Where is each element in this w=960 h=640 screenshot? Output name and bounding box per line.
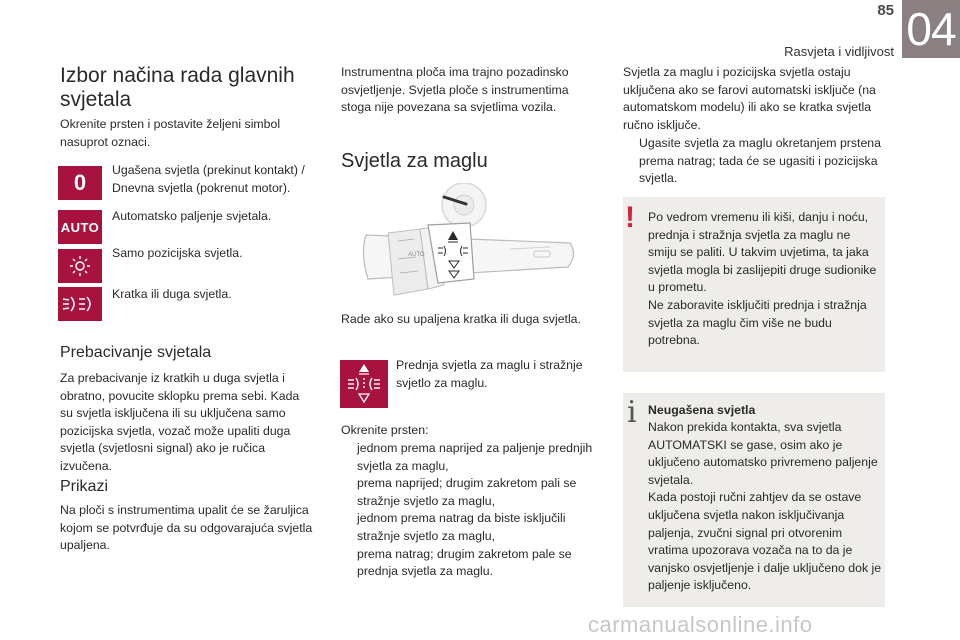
main-heading: Izbor načina rada glavnih svjetala	[60, 64, 295, 111]
fog-off-list	[623, 135, 885, 188]
list-item-text: jednom prema naprijed za paljenje prednjih svjetla za maglu,	[357, 441, 593, 473]
fog-icon-label: Prednja svjetla za maglu i stražnje svjetlo za maglu.	[396, 358, 583, 390]
fog-lights-heading: Svjetla za maglu	[341, 150, 488, 172]
mode-label-sidelights: Samo pozicijska svjetla.	[112, 246, 243, 260]
chapter-tab: 04	[902, 0, 960, 58]
fog-remain-text: Svjetla za maglu i pozicijska svjetla ostaju uključena ako se farovi automatski isključe (na automatskom modelu) ili ako se kratka svjetla ručno isključe.	[623, 65, 876, 132]
watermark: carmanualsonline.info	[588, 612, 813, 637]
mode-label-headlights: Kratka ili duga svjetla.	[112, 287, 232, 301]
section-title: Rasvjeta i vidljivost	[784, 44, 894, 59]
list-item	[341, 475, 603, 510]
stalk-auto-label: AUTO	[408, 252, 425, 258]
fog-lights-icon	[340, 360, 388, 408]
intro-text: Okrenite prsten i postavite željeni simbol nasuprot oznaci.	[60, 117, 281, 149]
mode-label-off: Ugašena svjetla (prekinut kontakt) / Dnevna svjetla (pokrenut motor).	[112, 163, 305, 195]
warning-box	[623, 197, 885, 372]
page-number: 85	[877, 2, 894, 19]
fog-instructions-list	[341, 440, 603, 581]
warning-text: Po vedrom vremenu ili kiši, danju i noću, prednja i stražnja svjetla za maglu ne smiju se paliti. U takvim uvjetima, ta jaka svjetla mogla bi zaslijepiti druge sudionike u prometu. Ne zaboravite isključiti prednja i stražnja svjetla za maglu čim više ne budu potrebna.	[648, 210, 877, 348]
info-text: Nakon prekida kontakta, sva svjetla AUTOMATSKI se gase, osim ako je uključeno automatsko privremeno paljenje svjetala. Kada postoji ručni zahtjev da se ostave uključena svjetla nakon isključivanja paljenja, zvučni signal pri otvorenim vratima upozorava vozača na to da je vanjsko osvjetljenje i dalje uključeno dok je paljenje isključeno.	[648, 420, 882, 593]
info-icon: i	[627, 395, 637, 430]
list-item-text: prema naprijed; drugim zakretom pali se stražnje svjetlo za maglu,	[357, 476, 577, 508]
dashboard-lighting-text: Instrumentna ploča ima trajno pozadinsko osvjetljenje. Svjetla ploče s instrumentima stoga nije povezana sa svjetlima vozila.	[341, 65, 569, 115]
auto-icon-text: AUTO	[60, 219, 100, 235]
info-box	[623, 393, 885, 607]
switching-text: Za prebacivanje iz kratkih u duga svjetla i obratno, povucite sklopku prema sebi. Kada su svjetla isključena ili su uključena samo pozicijska svjetla, vozač može upaliti duga svjetla (svjetlosni signal) ako je ručica izvučena.	[60, 371, 300, 473]
zero-icon-text: 0	[73, 170, 87, 195]
zero-icon	[58, 166, 102, 200]
turn-ring-intro: Okrenite prsten:	[341, 423, 429, 437]
list-item-text: Ugasite svjetla za maglu okretanjem prstena prema natrag; tada će se ugasiti i pozicijska svjetla.	[639, 136, 881, 186]
switching-heading: Prebacivanje svjetala	[60, 344, 212, 361]
stalk-drawing	[358, 183, 586, 305]
auto-icon	[58, 210, 102, 244]
sidelights-glyph	[67, 255, 93, 277]
list-item	[341, 440, 603, 475]
mode-label-auto: Automatsko paljenje svjetala.	[112, 209, 272, 223]
list-item-text: prema natrag; drugim zakretom pale se prednja svjetla za maglu.	[357, 546, 572, 579]
list-item	[623, 135, 885, 188]
list-item-text: jednom prema natrag da biste isključili stražnje svjetlo za maglu,	[357, 511, 566, 543]
display-text: Na ploči s instrumentima upalit će se žaruljica kojom se potvrđuje da su odgovarajuća svjetla upaljena.	[60, 503, 313, 553]
info-title: Neugašena svjetla	[648, 403, 756, 417]
sidelights-icon	[58, 249, 102, 283]
lighting-stalk-illustration	[358, 183, 586, 305]
headlights-glyph	[61, 294, 99, 314]
fog-lights-glyph	[344, 362, 384, 406]
fog-conditions-text: Rade ako su upaljena kratka ili duga svjetla.	[341, 312, 581, 326]
warning-icon: !	[625, 201, 635, 234]
list-item	[341, 510, 603, 545]
headlights-icon	[58, 287, 102, 321]
display-heading: Prikazi	[60, 478, 109, 495]
list-item	[341, 546, 603, 581]
